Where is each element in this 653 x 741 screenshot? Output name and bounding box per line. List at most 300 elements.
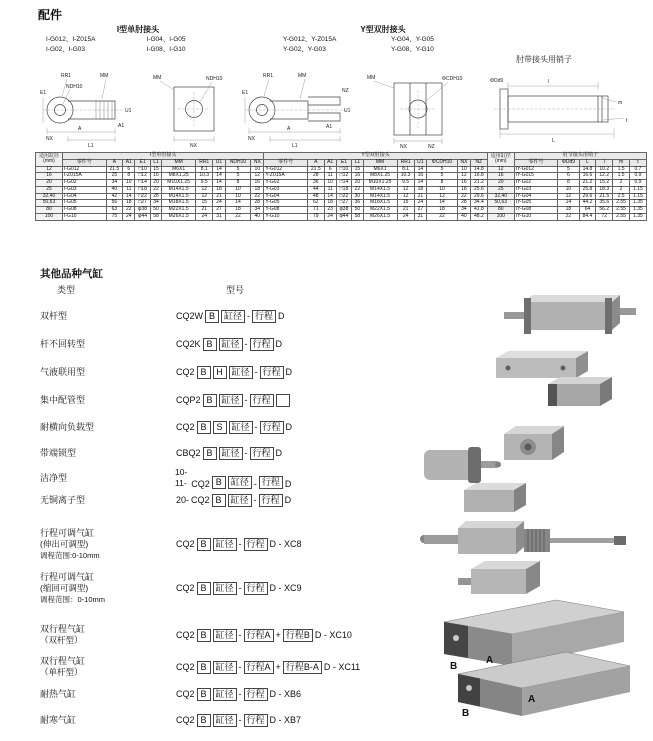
table-cell: 8 bbox=[427, 180, 458, 187]
table-cell: 71 bbox=[307, 207, 324, 214]
table-cell: 24 bbox=[196, 213, 213, 220]
table-cell: M18X1.5 bbox=[162, 200, 196, 207]
table-cell: I-G012 bbox=[63, 166, 107, 173]
table-cell: □27 bbox=[135, 200, 151, 207]
col-bore-2: 适用缸径(mm) bbox=[487, 153, 514, 167]
table-cell: 16 bbox=[36, 173, 63, 180]
table-cell: 14 bbox=[427, 200, 458, 207]
model-segment: B bbox=[197, 661, 211, 674]
model-segment: CQ2 bbox=[176, 583, 195, 593]
table-cell: 25.8 bbox=[579, 186, 596, 193]
page-title: 配件 bbox=[38, 8, 63, 22]
y-type-part-numbers bbox=[283, 35, 493, 56]
cylinder-type-row bbox=[40, 364, 440, 380]
table-cell: 16.6 bbox=[579, 173, 596, 180]
dim-label: A1 bbox=[118, 123, 125, 129]
table-cell: 22 bbox=[251, 193, 264, 200]
cylinder-type-row bbox=[40, 524, 440, 564]
table-cell: □27 bbox=[336, 200, 352, 207]
col-header: A bbox=[106, 159, 123, 166]
table-cell: M18X1.5 bbox=[363, 200, 397, 207]
table-cell: 10 bbox=[225, 193, 251, 200]
table-cell: Y-G08 bbox=[264, 207, 308, 214]
dim-label: MM bbox=[153, 75, 162, 81]
accessory-drawings bbox=[38, 24, 645, 152]
model-segment: 行程 bbox=[250, 338, 274, 351]
model-segment: B bbox=[197, 688, 211, 701]
model-segment: 行程 bbox=[259, 476, 283, 489]
model-segment: 缸径 bbox=[213, 582, 237, 595]
model-segment: - bbox=[253, 478, 257, 489]
cylinder-type-row bbox=[40, 568, 440, 608]
table-cell: 21 bbox=[414, 193, 426, 200]
table-cell: 12 bbox=[457, 173, 470, 180]
model-segment: - bbox=[238, 662, 242, 672]
table-cell: 20 bbox=[352, 180, 363, 187]
table-cell: 1.15 bbox=[629, 186, 646, 193]
table-cell: 1.35 bbox=[629, 200, 646, 207]
table-cell: I-G08 bbox=[63, 207, 107, 214]
model-segment: - bbox=[238, 539, 242, 549]
model-number bbox=[175, 394, 291, 407]
model-segment: 行程 bbox=[244, 688, 268, 701]
table-cell: 1.5 bbox=[613, 173, 630, 180]
stroke-label-a: A bbox=[528, 694, 536, 705]
table-cell: 22 bbox=[123, 207, 135, 214]
table-cell: 79 bbox=[307, 213, 324, 220]
model-segment: D - XC10 bbox=[314, 630, 352, 640]
dim-label: L1 bbox=[292, 143, 298, 148]
table-cell: 8 bbox=[123, 173, 135, 180]
table-cell: 62 bbox=[307, 200, 324, 207]
model-number bbox=[175, 629, 353, 642]
table-cell: 22 bbox=[225, 213, 251, 220]
table-cell: 35.6 bbox=[596, 200, 613, 207]
table-cell: IY-G02 bbox=[514, 180, 558, 187]
model-number bbox=[175, 366, 293, 379]
table-cell: □22 bbox=[336, 193, 352, 200]
table-cell: 8.1 bbox=[196, 166, 213, 173]
table-cell: 18 bbox=[558, 207, 579, 214]
cylinder-type-label: 无铜离子型 bbox=[40, 494, 86, 505]
model-segment: - bbox=[238, 689, 242, 699]
y-type-side-drawing bbox=[364, 70, 479, 148]
stroke-label-a: A bbox=[486, 655, 494, 666]
col-header: RR1 bbox=[196, 159, 213, 166]
col-header: L bbox=[579, 159, 596, 166]
dim-label: NDH10 bbox=[206, 76, 223, 82]
model-segment: - bbox=[238, 630, 242, 640]
model-segment bbox=[276, 394, 290, 407]
model-segment: CQP2 bbox=[176, 395, 201, 405]
model-segment: CQ2 bbox=[176, 689, 195, 699]
table-cell: 14 bbox=[213, 180, 225, 187]
product-photo-compact-block bbox=[538, 372, 623, 412]
model-prefix: 10- 11- bbox=[175, 467, 188, 488]
table-cell: 14 bbox=[213, 173, 225, 180]
table-cell: 5 bbox=[558, 166, 579, 173]
dim-label: MM bbox=[100, 73, 109, 79]
model-number bbox=[175, 688, 302, 701]
model-segment: B bbox=[203, 447, 217, 460]
part-number: I-G012、I-Z015A bbox=[46, 36, 96, 43]
table-cell: 11 bbox=[324, 186, 336, 193]
model-segment: B bbox=[197, 538, 211, 551]
model-segment: 缸径 bbox=[221, 310, 245, 323]
table-cell: 31 bbox=[414, 213, 426, 220]
table-cell: 1.35 bbox=[629, 213, 646, 220]
model-segment: 20- bbox=[176, 495, 190, 505]
dim-label: NZ bbox=[428, 144, 435, 148]
table-cell: 16 bbox=[414, 173, 426, 180]
stroke-label-b: B bbox=[462, 708, 470, 719]
table-cell: □18 bbox=[336, 186, 352, 193]
table-cell: 10 bbox=[558, 186, 579, 193]
column-head-type: 类型 bbox=[57, 285, 76, 295]
model-segment: CQ2 bbox=[176, 662, 195, 672]
table-cell: 16 bbox=[352, 173, 363, 180]
table-cell: 18 bbox=[213, 186, 225, 193]
model-segment: 行程 bbox=[260, 421, 284, 434]
table-cell: 50,63 bbox=[487, 200, 514, 207]
model-segment: CBQ2 bbox=[176, 448, 201, 458]
col-header: 零件号 bbox=[514, 159, 558, 166]
table-cell: 21.2 bbox=[579, 180, 596, 187]
model-segment: D - XC8 bbox=[269, 539, 302, 549]
model-segment: D - XB6 bbox=[269, 689, 302, 699]
model-segment: + bbox=[275, 630, 281, 640]
table-cell: 36 bbox=[307, 180, 324, 187]
table-cell: 1.35 bbox=[629, 207, 646, 214]
table-cell: 80 bbox=[36, 207, 63, 214]
table-cell: 50 bbox=[150, 207, 161, 214]
group-header-y: Y型双肘接头 bbox=[264, 153, 487, 160]
cylinder-type-row bbox=[40, 392, 440, 408]
table-cell: 12 bbox=[397, 193, 414, 200]
cylinder-type-label: 双杆型 bbox=[40, 310, 68, 321]
table-cell: 18 bbox=[427, 207, 458, 214]
cylinder-type-label: 洁净型 bbox=[40, 472, 68, 483]
table-cell: 32,40 bbox=[487, 193, 514, 200]
table-cell: 40 bbox=[106, 186, 123, 193]
table-cell: 34 bbox=[251, 207, 264, 214]
table-cell: 20 bbox=[36, 180, 63, 187]
cylinder-type-row bbox=[40, 712, 440, 728]
table-cell: □14 bbox=[135, 180, 151, 187]
cylinder-type-label: 双行程气缸 （单杆型） bbox=[40, 656, 86, 678]
col-bore: 适用缸径(mm) bbox=[36, 153, 63, 167]
table-cell: IY-G015 bbox=[514, 173, 558, 180]
model-segment: 缸径 bbox=[229, 366, 253, 379]
model-segment: B bbox=[205, 310, 219, 323]
model-segment: B bbox=[203, 394, 217, 407]
model-segment: - bbox=[247, 311, 251, 321]
table-cell: 8 bbox=[225, 180, 251, 187]
dim-label: RR1 bbox=[263, 73, 274, 79]
table-cell: 24 bbox=[123, 213, 135, 220]
dim-label: A bbox=[287, 126, 291, 132]
table-cell: φ44 bbox=[336, 213, 352, 220]
dim-label: U1 bbox=[125, 108, 132, 114]
cylinder-type-label: 杆不回转型 bbox=[40, 338, 86, 349]
table-cell: 5 bbox=[225, 166, 251, 173]
model-segment: 缸径 bbox=[213, 714, 237, 727]
table-cell: 48.2 bbox=[471, 213, 488, 220]
table-cell: 25.6 bbox=[471, 186, 488, 193]
table-cell: 28 bbox=[251, 200, 264, 207]
model-segment: 缸径 bbox=[213, 688, 237, 701]
model-segment: - bbox=[238, 583, 242, 593]
col-header: U1 bbox=[414, 159, 426, 166]
table-cell: 14.8 bbox=[579, 166, 596, 173]
part-number: Y-G012、Y-Z015A bbox=[283, 36, 337, 43]
col-header: NX bbox=[251, 159, 264, 166]
table-cell: 28 bbox=[307, 173, 324, 180]
table-cell: M6X1 bbox=[162, 166, 196, 173]
table-cell: 31 bbox=[213, 213, 225, 220]
table-cell: 21.5 bbox=[307, 166, 324, 173]
accessory-dimension-table bbox=[35, 152, 647, 221]
model-segment: B bbox=[197, 582, 211, 595]
table-cell: 10 bbox=[225, 186, 251, 193]
table-cell: 12 bbox=[397, 186, 414, 193]
model-segment: 行程A bbox=[244, 661, 274, 674]
table-cell: 14 bbox=[213, 166, 225, 173]
table-cell: 10 bbox=[324, 180, 336, 187]
model-segment: H bbox=[213, 366, 227, 379]
model-number bbox=[175, 421, 293, 434]
dim-label: A1 bbox=[326, 124, 333, 130]
part-number: Y-G08、Y-G10 bbox=[391, 46, 434, 54]
table-cell: 0.9 bbox=[629, 180, 646, 187]
table-cell: 5 bbox=[225, 173, 251, 180]
table-cell: 16 bbox=[150, 173, 161, 180]
table-cell: M22X1.5 bbox=[363, 207, 397, 214]
cylinder-type-label: 耐寒气缸 bbox=[40, 714, 77, 725]
model-segment: B bbox=[197, 714, 211, 727]
table-cell: 30 bbox=[352, 193, 363, 200]
table-cell: 1.5 bbox=[613, 166, 630, 173]
table-cell: I-G02 bbox=[63, 180, 107, 187]
table-cell: 23 bbox=[324, 207, 336, 214]
model-segment: D bbox=[275, 448, 283, 458]
dim-label: RR1 bbox=[61, 73, 72, 79]
part-number: Y-G02、Y-G03 bbox=[283, 46, 326, 54]
model-segment: D bbox=[278, 311, 285, 321]
table-cell: I-G05 bbox=[63, 200, 107, 207]
table-cell: M14X1.5 bbox=[162, 186, 196, 193]
table-cell: 100 bbox=[36, 213, 63, 220]
model-segment: - bbox=[244, 448, 248, 458]
col-header: t bbox=[629, 159, 646, 166]
table-cell: □12 bbox=[336, 173, 352, 180]
group-header-i: I型单肘接头 bbox=[63, 153, 264, 160]
table-cell: 24 bbox=[414, 200, 426, 207]
table-cell: 40 bbox=[251, 213, 264, 220]
table-cell: 63 bbox=[106, 207, 123, 214]
model-segment: 缸径 bbox=[213, 629, 237, 642]
model-segment: 缸径 bbox=[228, 476, 252, 489]
table-cell: Y-G05 bbox=[264, 200, 308, 207]
table-cell: 18 bbox=[324, 200, 336, 207]
col-header: m bbox=[613, 159, 630, 166]
table-cell: □22 bbox=[135, 193, 151, 200]
table-cell: 48 bbox=[307, 193, 324, 200]
table-cell: 21.2 bbox=[471, 180, 488, 187]
model-segment: 行程 bbox=[244, 538, 268, 551]
table-cell: I-G04 bbox=[63, 193, 107, 200]
model-segment: D - XC11 bbox=[323, 662, 361, 672]
table-cell: 15 bbox=[150, 166, 161, 173]
table-cell: 22 bbox=[457, 193, 470, 200]
model-number bbox=[175, 714, 302, 727]
table-cell: I-G03 bbox=[63, 186, 107, 193]
table-cell: □12 bbox=[135, 173, 151, 180]
model-segment: - bbox=[254, 367, 258, 377]
table-cell: 16 bbox=[457, 180, 470, 187]
pin-heading: 肘带接头用销子 bbox=[516, 55, 572, 64]
table-cell: Y-G02 bbox=[264, 180, 308, 187]
col-header: MM bbox=[363, 159, 397, 166]
table-cell: I-G10 bbox=[63, 213, 107, 220]
table-cell: 14 bbox=[414, 180, 426, 187]
table-cell: 25 bbox=[106, 173, 123, 180]
cylinder-type-row bbox=[40, 464, 440, 492]
table-cell: 18 bbox=[225, 207, 251, 214]
col-header: U1 bbox=[213, 159, 225, 166]
table-cell: 9.5 bbox=[397, 180, 414, 187]
table-cell: 2.55 bbox=[613, 200, 630, 207]
col-header: A bbox=[307, 159, 324, 166]
col-header: MM bbox=[162, 159, 196, 166]
dim-label: l bbox=[548, 79, 550, 85]
dim-label: U1 bbox=[344, 108, 351, 114]
table-cell: 75 bbox=[106, 213, 123, 220]
table-cell: I-Z015A bbox=[63, 173, 107, 180]
model-segment: 行程A bbox=[244, 629, 274, 642]
table-cell: M14X1.5 bbox=[363, 186, 397, 193]
table-cell: 10 bbox=[251, 166, 264, 173]
table-cell: 27 bbox=[414, 207, 426, 214]
table-cell: 50,63 bbox=[36, 200, 63, 207]
table-cell: 27 bbox=[213, 207, 225, 214]
dim-label: NDH10 bbox=[66, 84, 83, 90]
table-cell: 84.4 bbox=[579, 213, 596, 220]
table-cell: 12 bbox=[196, 186, 213, 193]
stroke-range-note: 调程范围：0-10mm bbox=[40, 595, 106, 605]
cylinder-type-row bbox=[40, 419, 440, 435]
col-header: NDH10 bbox=[225, 159, 251, 166]
model-segment: 缸径 bbox=[213, 661, 237, 674]
table-cell: □10 bbox=[135, 166, 151, 173]
table-cell: 24 bbox=[397, 213, 414, 220]
model-segment: 缸径 bbox=[228, 494, 252, 507]
dim-label: A bbox=[78, 126, 82, 132]
dim-label: E1 bbox=[242, 90, 249, 96]
model-number bbox=[175, 447, 283, 460]
table-cell: 29.6 bbox=[579, 193, 596, 200]
model-number bbox=[175, 494, 292, 507]
table-cell: 10.3 bbox=[397, 173, 414, 180]
model-segment: B bbox=[212, 476, 226, 489]
table-cell: 12 bbox=[558, 193, 579, 200]
table-cell: M14X1.5 bbox=[162, 193, 196, 200]
model-segment: 行程 bbox=[250, 447, 274, 460]
group-header-pin: 肘节接头用销子 bbox=[514, 153, 646, 160]
table-cell: 2 bbox=[613, 186, 630, 193]
table-cell: 44 bbox=[307, 186, 324, 193]
table-cell: 12 bbox=[427, 193, 458, 200]
col-header: A1 bbox=[324, 159, 336, 166]
table-cell: 10.3 bbox=[196, 173, 213, 180]
dim-label: E1 bbox=[40, 90, 47, 96]
model-segment: 缸径 bbox=[219, 394, 243, 407]
model-segment: 行程 bbox=[244, 714, 268, 727]
model-number bbox=[175, 661, 361, 674]
table-cell: 8.1 bbox=[397, 166, 414, 173]
table-cell: 18 bbox=[457, 186, 470, 193]
table-cell: 5 bbox=[427, 166, 458, 173]
table-cell: 2.55 bbox=[613, 207, 630, 214]
table-cell: 16.8 bbox=[471, 173, 488, 180]
cylinder-type-row bbox=[40, 445, 440, 461]
model-segment: 缸径 bbox=[213, 538, 237, 551]
table-cell: 28 bbox=[457, 200, 470, 207]
model-segment: 行程B-A bbox=[283, 661, 322, 674]
table-cell: IY-G04 bbox=[514, 193, 558, 200]
table-cell: 50 bbox=[352, 207, 363, 214]
table-cell: M6X1 bbox=[363, 166, 397, 173]
dim-label: NZ bbox=[342, 88, 349, 94]
table-cell: M10X1.25 bbox=[363, 180, 397, 187]
other-cylinders-title: 其他品种气缸 bbox=[40, 268, 103, 280]
i-type-front-drawing bbox=[40, 70, 145, 148]
cylinder-type-label: 耐横向负载型 bbox=[40, 421, 95, 432]
table-cell: IY-G10 bbox=[514, 213, 558, 220]
table-cell: 28 bbox=[150, 193, 161, 200]
model-segment: 行程B bbox=[283, 629, 313, 642]
model-number bbox=[175, 467, 292, 488]
table-cell: 20 bbox=[487, 180, 514, 187]
table-cell: φ38 bbox=[135, 207, 151, 214]
table-cell: 24 bbox=[213, 200, 225, 207]
model-number bbox=[175, 338, 283, 351]
table-cell: 15 bbox=[196, 200, 213, 207]
model-segment: D bbox=[284, 478, 292, 489]
table-cell: 12.2 bbox=[596, 173, 613, 180]
model-segment: D - XB7 bbox=[269, 715, 302, 725]
table-cell: 58 bbox=[150, 213, 161, 220]
product-photo-stroke-adjustable-cylinder bbox=[416, 512, 644, 562]
model-number bbox=[175, 310, 286, 323]
table-cell: 14 bbox=[123, 193, 135, 200]
cylinder-type-row bbox=[40, 308, 440, 324]
table-cell: M22X1.5 bbox=[162, 207, 196, 214]
dim-label: NX bbox=[400, 144, 407, 148]
model-segment: - bbox=[244, 339, 248, 349]
table-cell: 34 bbox=[150, 200, 161, 207]
model-segment: 行程 bbox=[250, 394, 274, 407]
table-cell: 18 bbox=[123, 200, 135, 207]
table-cell: Y-G03 bbox=[264, 186, 308, 193]
table-cell: 10 bbox=[457, 166, 470, 173]
table-cell: 36 bbox=[352, 200, 363, 207]
cylinder-type-label: 气液联用型 bbox=[40, 366, 86, 377]
table-cell: 14 bbox=[558, 200, 579, 207]
table-cell: IY-G05 bbox=[514, 200, 558, 207]
table-cell: 22 bbox=[558, 213, 579, 220]
table-cell: 16 bbox=[487, 173, 514, 180]
